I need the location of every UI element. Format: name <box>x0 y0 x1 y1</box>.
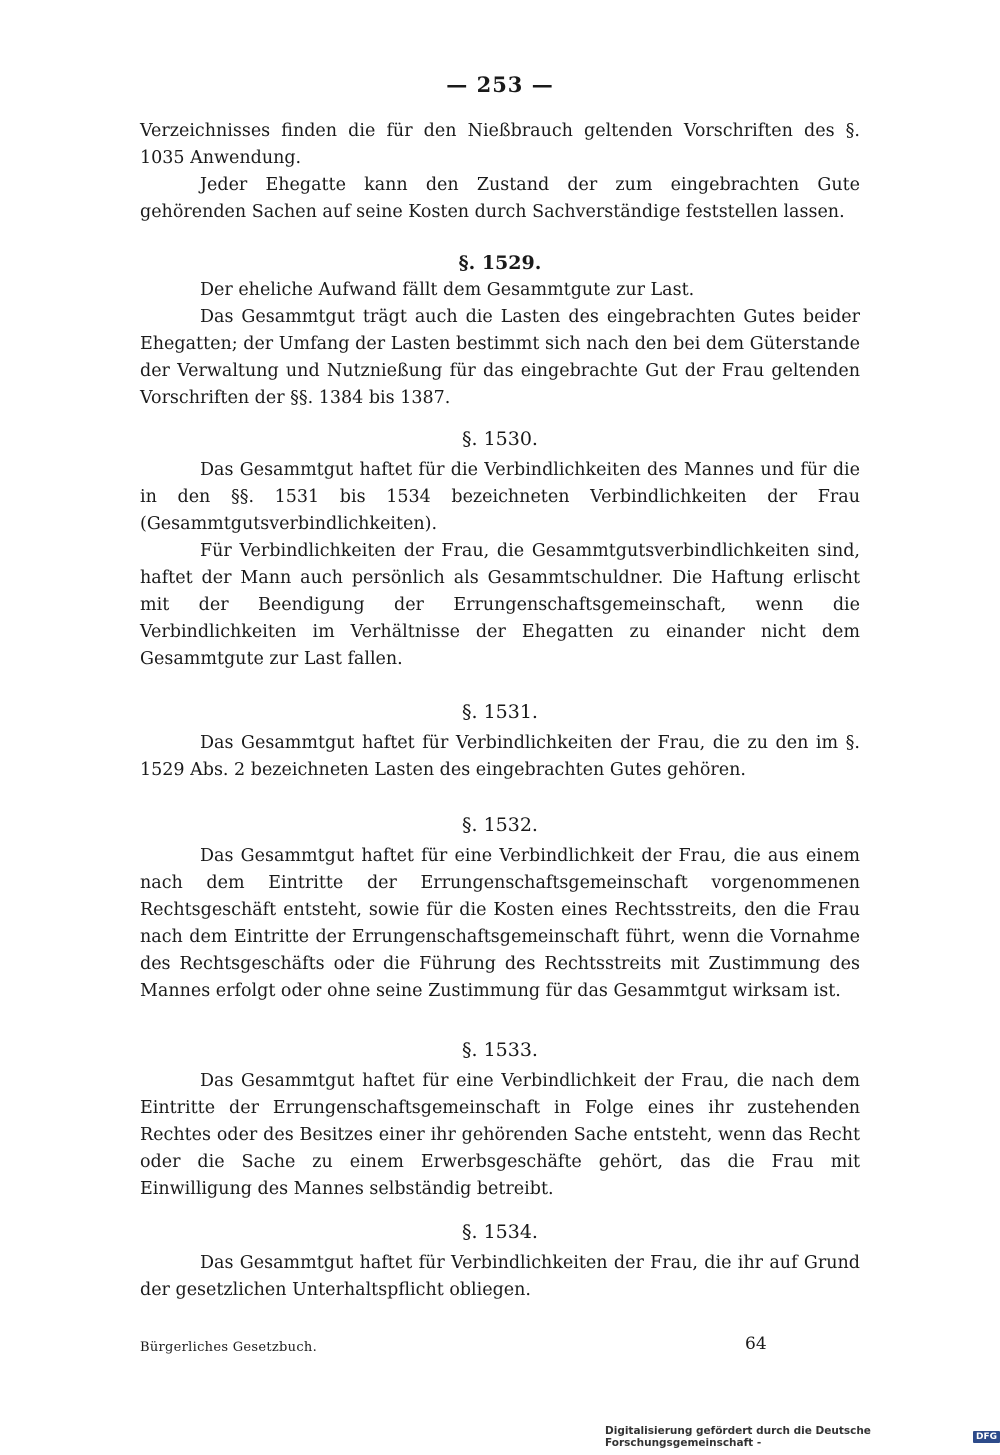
document-body <box>140 118 860 1304</box>
dfg-logo-icon: DFG <box>973 1431 1000 1443</box>
footer-book-title: Bürgerliches Gesetzbuch. <box>140 1340 318 1355</box>
section-heading-1533: §. 1533. <box>462 1039 538 1061</box>
section-1531-paragraph-1: Das Gesammtgut haftet für Verbindlichkeiten der Frau, die zu den im §. 1529 Abs. 2 bezeichneten Lasten des eingebrachten Gutes gehören. <box>140 733 860 780</box>
section-1534-paragraph-1: Das Gesammtgut haftet für Verbindlichkeiten der Frau, die ihr auf Grund der gesetzlichen Unterhaltspflicht obliegen. <box>140 1253 860 1300</box>
footer-signature-number: 64 <box>745 1334 767 1354</box>
section-1530-paragraph-2: Für Verbindlichkeiten der Frau, die Gesammtgutsverbindlichkeiten sind, haftet der Mann auch persönlich als Gesammtschuldner. Die Haftung erlischt mit der Beendigung der Errungenschaftsgemeinschaft, wenn die Verbindlichkeiten im Verhältnisse der Ehegatten zu einander nicht dem Gesammtgute zur Last fallen. <box>140 541 860 669</box>
section-1532-paragraph-1: Das Gesammtgut haftet für eine Verbindlichkeit der Frau, die aus einem nach dem Eintritte der Errungenschaftsgemeinschaft vorgenommenen Rechtsgeschäft entsteht, sowie für die Kosten eines Rechtsstreits, den die Frau nach dem Eintritte der Errungenschaftsgemeinschaft führt, wenn die Vornahme des Rechtsgeschäfts oder die Führung des Rechtsstreits mit Zustimmung des Mannes erfolgt oder ohne seine Zustimmung für das Gesammtgut wirksam ist. <box>140 846 860 1001</box>
section-heading-1529: §. 1529. <box>458 252 542 274</box>
section-1533-paragraph-1: Das Gesammtgut haftet für eine Verbindlichkeit der Frau, die nach dem Eintritte der Errungenschaftsgemeinschaft in Folge eines ihr zustehenden Rechtes oder des Besitzes einer ihr gehörenden Sache entsteht, wenn das Recht oder die Sache zu einem Erwerbsgeschäfte gehört, das die Frau mit Einwilligung des Mannes selbständig betreibt. <box>140 1071 860 1199</box>
digitization-credit <box>605 1425 1000 1449</box>
digitization-note: Digitalisierung gefördert durch die Deutsche Forschungsgemeinschaft - <box>605 1425 871 1449</box>
section-1529-paragraph-1: Der eheliche Aufwand fällt dem Gesammtgute zur Last. <box>200 280 695 300</box>
section-1529-paragraph-2: Das Gesammtgut trägt auch die Lasten des eingebrachten Gutes beider Ehegatten; der Umfang der Lasten bestimmt sich nach den bei dem Güterstande der Verwaltung und Nutznießung für das eingebrachte Gut der Frau geltenden Vorschriften der §§. 1384 bis 1387. <box>140 307 860 408</box>
section-heading-1530: §. 1530. <box>462 428 538 450</box>
intro-paragraph: Verzeichnisses finden die für den Nießbrauch geltenden Vorschriften des §. 1035 Anwendung. <box>140 121 860 168</box>
intro-paragraph-2: Jeder Ehegatte kann den Zustand der zum eingebrachten Gute gehörenden Sachen auf seine Kosten durch Sachverständige feststellen lassen. <box>140 175 860 222</box>
page-number: — 253 — <box>446 72 554 97</box>
section-heading-1531: §. 1531. <box>462 701 538 723</box>
section-heading-1534: §. 1534. <box>462 1221 538 1243</box>
section-1530-paragraph-1: Das Gesammtgut haftet für die Verbindlichkeiten des Mannes und für die in den §§. 1531 bis 1534 bezeichneten Verbindlichkeiten der Frau (Gesammtgutsverbindlichkeiten). <box>140 460 860 534</box>
section-heading-1532: §. 1532. <box>462 814 538 836</box>
